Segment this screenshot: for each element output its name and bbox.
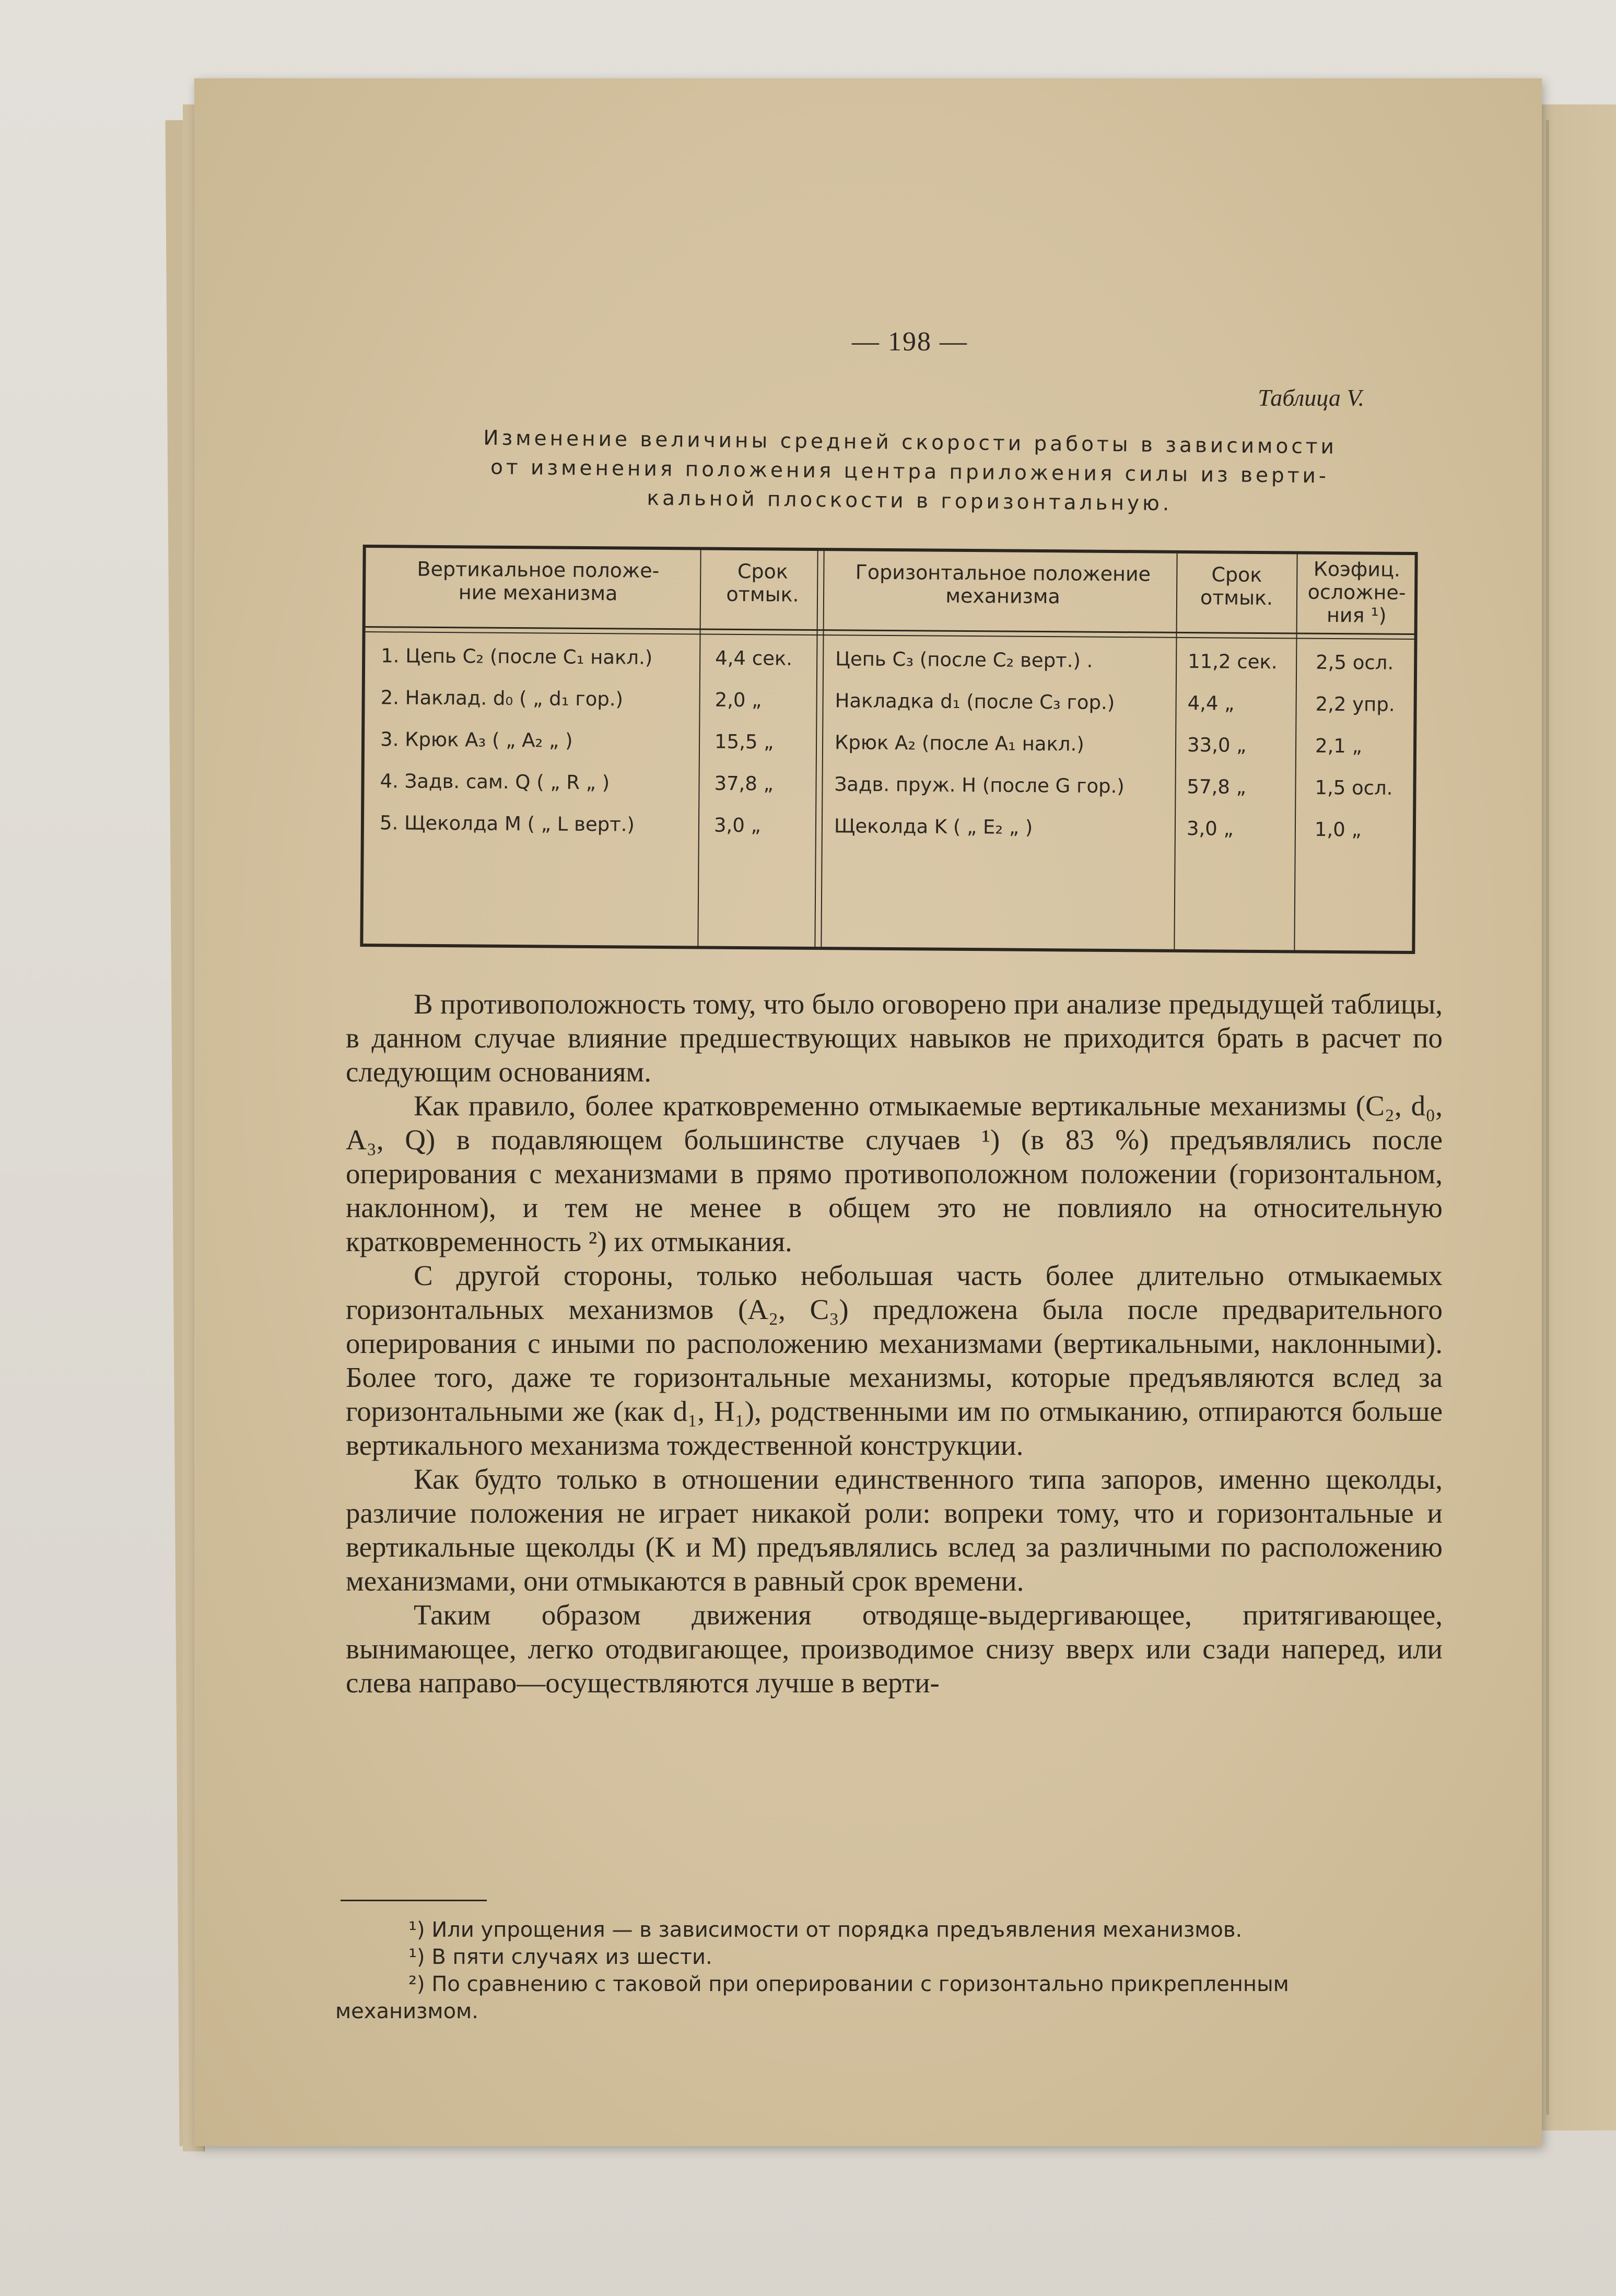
cell-time-vertical: 4,4 сек. bbox=[715, 646, 793, 670]
cell-coefficient: 1,0 „ bbox=[1314, 818, 1362, 841]
paragraph: В противоположность тому, что было оговорено при анализе предыдущей таблицы, в данном случае влияние предшествующих навыков не приходится брать в расчет по следующим основаниям. bbox=[346, 988, 1443, 1088]
table-body bbox=[365, 644, 1414, 841]
cell-time-vertical: 37,8 „ bbox=[714, 772, 774, 795]
cell-vertical-mechanism: 1. Цепь C₂ (после C₁ накл.) bbox=[381, 644, 653, 669]
cell-vertical-mechanism: 5. Щеколда M ( „ L верт.) bbox=[379, 811, 635, 836]
cell-time-vertical: 15,5 „ bbox=[714, 730, 774, 753]
cell-time-horizontal: 57,8 „ bbox=[1187, 775, 1246, 798]
cell-coefficient: 1,5 осл. bbox=[1315, 776, 1393, 799]
cell-coefficient: 2,2 упр. bbox=[1315, 692, 1395, 716]
table-caption bbox=[366, 422, 1454, 522]
header-horizontal-position: Горизонтальное положение механизма bbox=[855, 560, 1151, 608]
footnote-2: ¹) В пяти случаях из шести. bbox=[408, 1945, 712, 1969]
footnote-separator bbox=[341, 1900, 487, 1901]
cell-horizontal-mechanism: Накладка d₁ (после C₃ гор.) bbox=[835, 689, 1115, 714]
table-row bbox=[365, 728, 1413, 773]
body-text bbox=[346, 987, 1443, 1700]
cell-coefficient: 2,5 осл. bbox=[1316, 651, 1394, 674]
cell-horizontal-mechanism: Цепь C₃ (после C₂ верт.) . bbox=[835, 647, 1093, 672]
caption-line-3: кальной плоскости в горизонтальную. bbox=[647, 486, 1173, 516]
facing-page-fold bbox=[1546, 120, 1549, 2115]
cell-time-vertical: 3,0 „ bbox=[713, 814, 761, 837]
table-header-row bbox=[366, 548, 1415, 635]
footnote-1: ¹) Или упрощения — в зависимости от порядка предъявления механизмов. bbox=[408, 1918, 1243, 1942]
footnotes bbox=[335, 1916, 1453, 2025]
header-time-horizontal: Срок отмык. bbox=[1200, 563, 1273, 610]
book-page bbox=[194, 78, 1542, 2146]
header-vertical-position: Вертикальное положе- ние механизма bbox=[417, 557, 660, 605]
cell-time-horizontal: 11,2 сек. bbox=[1188, 650, 1278, 674]
cell-vertical-mechanism: 2. Наклад. d₀ ( „ d₁ гор.) bbox=[380, 686, 624, 711]
table-row bbox=[365, 686, 1413, 731]
table-row bbox=[364, 770, 1413, 815]
paragraph: Таким образом движения отводяще-выдергивающее, притягивающее, вынимающее, легко отодвигающее, производимое снизу вверх или сзади наперед, или слева направо—осуществляются лучше в верти- bbox=[346, 1599, 1443, 1699]
header-time-vertical: Срок отмык. bbox=[726, 559, 799, 606]
page-content bbox=[194, 78, 1542, 2146]
footnote-3-continued: механизмом. bbox=[335, 1999, 478, 2023]
cell-vertical-mechanism: 4. Задв. сам. Q ( „ R „ ) bbox=[380, 770, 610, 794]
cell-horizontal-mechanism: Задв. пруж. H (после G гор.) bbox=[834, 773, 1125, 798]
table-label: Таблица V. bbox=[1258, 384, 1364, 411]
cell-time-horizontal: 33,0 „ bbox=[1187, 733, 1247, 757]
cell-vertical-mechanism: 3. Крюк A₃ ( „ A₂ „ ) bbox=[380, 728, 573, 752]
cell-time-horizontal: 4,4 „ bbox=[1187, 691, 1235, 715]
paragraph: Как правило, более кратковременно отмыкаемые вертикальные механизмы (C₂, d₀, A₃, Q) в подавляющем большинстве случаев ¹) (в 83 %) предъявлялись после оперирования с механизмами в прямо противоположном положении (горизонтальном, наклонном), и тем не менее в общем это не повлияло на относительную кратковременность ²) их отмыкания. bbox=[346, 1090, 1443, 1257]
cell-horizontal-mechanism: Крюк A₂ (после A₁ накл.) bbox=[834, 731, 1084, 756]
paragraph: Как будто только в отношении единственного типа запоров, именно щеколды, различие положения не играет никакой роли: вопреки тому, что и горизонтальные и вертикальные щеколды (K и M) предъявлялись вслед за различными по расположению механизмами, они отмыкаются в равный срок времени. bbox=[346, 1463, 1443, 1597]
paragraph: С другой стороны, только небольшая часть более длительно отмыкаемых горизонтальных механизмов (A₂, C₃) предложена была после предварительного оперирования с иными по расположению механизмами (вертикальными, наклонными). Более того, даже те горизонтальные механизмы, которые предъявляются вслед за горизонтальными же (как d₁, H₁), родственными им по отмыканию, отпираются больше вертикального механизма тождественной конструкции. bbox=[346, 1259, 1443, 1461]
cell-coefficient: 2,1 „ bbox=[1315, 734, 1362, 758]
header-complication-coef: Коэфиц. осложне- ния ¹) bbox=[1307, 557, 1406, 627]
data-table bbox=[360, 545, 1418, 954]
cell-time-vertical: 2,0 „ bbox=[715, 688, 762, 712]
table-row bbox=[365, 644, 1414, 689]
caption-line-1: Изменение величины средней скорости работы в зависимости bbox=[483, 426, 1338, 459]
footnote-3: ²) По сравнению с таковой при оперировании с горизонтально прикрепленным bbox=[408, 1972, 1289, 1996]
facing-page-edge bbox=[1530, 104, 1616, 2130]
table-row bbox=[364, 811, 1413, 856]
cell-horizontal-mechanism: Щеколда K ( „ E₂ „ ) bbox=[834, 815, 1033, 839]
page-number: — 198 — bbox=[852, 327, 968, 357]
cell-time-horizontal: 3,0 „ bbox=[1186, 817, 1234, 840]
caption-line-2: от изменения положения центра приложения силы из верти- bbox=[490, 455, 1330, 488]
